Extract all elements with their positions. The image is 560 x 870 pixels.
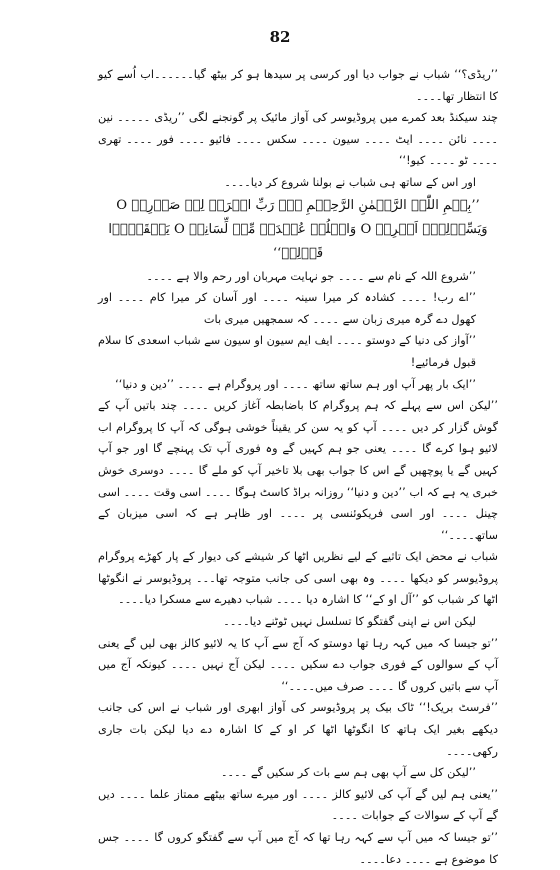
paragraph: ’’فرسٹ بریک!‘‘ ٹاک بیک پر پروڈیوسر کی آواز ابھری اور شباب نے اس کی جانب دیکھے بغیر ایک ہاتھ کا انگوٹھا اٹھا کر او کے کا اشارہ دے دیا لیکن بات جاری رکھی۔۔۔۔ (98, 701, 498, 758)
paragraph: ’’لیکن کل سے آپ بھی ہم سے بات کر سکیں گے ۔۔۔۔ (220, 766, 476, 780)
paragraph: ’’لیکن اس سے پہلے کہ ہم پروگرام کا باضابطہ آغاز کریں ۔۔۔۔ چند باتیں آپ کے گوش گزار کر دیں ۔۔۔۔ آپ کو یہ سن کر یقیناً خوشی ہوگی کہ آپ کا پروگرام اب لائیو ہوا کرے گا ۔۔۔۔ یعنی جو ہم کہیں گے وہ فوری آپ تک پہنچے گا اور جو آپ کہیں گے یا پوچھیں گے اس کا جواب بھی بلا تاخیر آپ کو ملے گا ۔۔۔۔ دوسری خوش خبری یہ ہے کہ اب ’’دین و دنیا‘‘ روزانہ براڈ کاسٹ ہوگا ۔۔۔۔ اسی وقت ۔۔۔۔ اسی چینل ۔۔۔۔ اور اسی فریکوئنسی پر ۔۔۔۔ اور ظاہر ہے کہ اسی میزبان کے ساتھ۔۔۔۔‘‘ (98, 399, 498, 542)
body-text (98, 64, 498, 870)
paragraph: چند سیکنڈ بعد کمرے میں پروڈیوسر کی آواز مائیک پر گونجنے لگی ’’ریڈی ۔۔۔۔۔ نین ۔۔۔۔ نائن ۔۔۔۔ ایٹ ۔۔۔۔ سیون ۔۔۔۔ سکس ۔۔۔۔ فائیو ۔۔۔۔ فور ۔۔۔۔ تھری ۔۔۔۔ ٹو ۔۔۔۔ کیو!‘‘ (98, 111, 498, 168)
paragraph: شباب نے محض ایک تاثیے کے لیے نظریں اٹھا کر شیشے کی دیوار کے پار کھڑے پروگرام پروڈیوسر کو دیکھا ۔۔۔۔ وہ بھی اسی کی جانب متوجہ تھا۔۔۔ پروڈیوسر نے انگوٹھا اٹھا کر شباب کو ’’آل او کے‘‘ کا اشارہ دیا ۔۔۔۔ شباب دھیرے سے مسکرا دیا۔۔۔۔ (98, 550, 498, 607)
paragraph: ’’شروع اللہ کے نام سے ۔۔۔۔ جو نہایت مہربان اور رحم والا ہے ۔۔۔۔ (146, 269, 476, 283)
paragraph: ’’تو جیسا کہ میں کہہ رہا تھا دوستو کہ آج سے آپ کا یہ لائیو کالز بھی لیں گے یعنی آپ کے سوالوں کے فوری جواب دے سکیں ۔۔۔۔ لیکن آج نہیں ۔۔۔۔ کیونکہ آج میں آپ سے باتیں کروں گا ۔۔۔۔ صرف میں۔۔۔۔‘‘ (98, 636, 498, 693)
page-number: 82 (269, 28, 291, 46)
paragraph: لیکن اس نے اپنی گفتگو کا تسلسل نہیں ٹوٹنے دیا۔۔۔۔ (223, 615, 476, 629)
arabic-verse: ’’بِسۡمِ اللّٰہِ الرَّحۡمٰنِ الرَّحِیۡمِ ۔۔۔ رَبِّ اشۡرَحۡ لِیۡ صَدۡرِیۡ O وَیَسِّرۡلِیۡۤ اَمۡرِیۡ O وَاحۡلُلۡ عُقۡدَۃً مِّنۡ لِّسَانِیۡ O یَفۡقَہُوۡا قَوۡلِیۡ‘‘ (108, 197, 488, 261)
paragraph: ’’اے رب! ۔۔۔۔ کشادہ کر میرا سینہ ۔۔۔۔ اور آسان کر میرا کام ۔۔۔۔ اور کھول دے گرہ میری زبان سے ۔۔۔۔ کہ سمجھیں میری بات (98, 291, 476, 326)
paragraph: ’’تو جیسا کہ میں آپ سے کہہ رہا تھا کہ آج میں آپ سے گفتگو کروں گا ۔۔۔۔ جس کا موضوع ہے ۔۔۔۔ دعا۔۔۔۔ (98, 831, 498, 866)
paragraph: ’’یعنی ہم لیں گے آپ کی لائیو کالز ۔۔۔۔ اور میرے ساتھ بیٹھے ممتاز علما ۔۔۔۔ دیں گے آپ کے سوالات کے جوابات ۔۔۔۔ (98, 787, 498, 823)
paragraph: ’’آواز کی دنیا کے دوستو ۔۔۔۔ ایف ایم سیون او سیون سے شباب اسعدی کا سلام قبول فرمائیے! (98, 334, 476, 369)
paragraph: ’’ایک بار پھر آپ اور ہم ساتھ ساتھ ۔۔۔۔ اور پروگرام ہے ۔۔۔۔ ’’دین و دنیا‘‘ (115, 377, 476, 391)
paragraph: ’’ریڈی؟‘‘ شباب نے جواب دیا اور کرسی پر سیدھا ہو کر بیٹھ گیا۔۔۔۔۔۔اب اُسے کیو کا انتظار تھا۔۔۔۔ (98, 68, 498, 103)
paragraph: اور اس کے ساتھ ہی شباب نے بولنا شروع کر دیا۔۔۔۔ (224, 175, 476, 189)
